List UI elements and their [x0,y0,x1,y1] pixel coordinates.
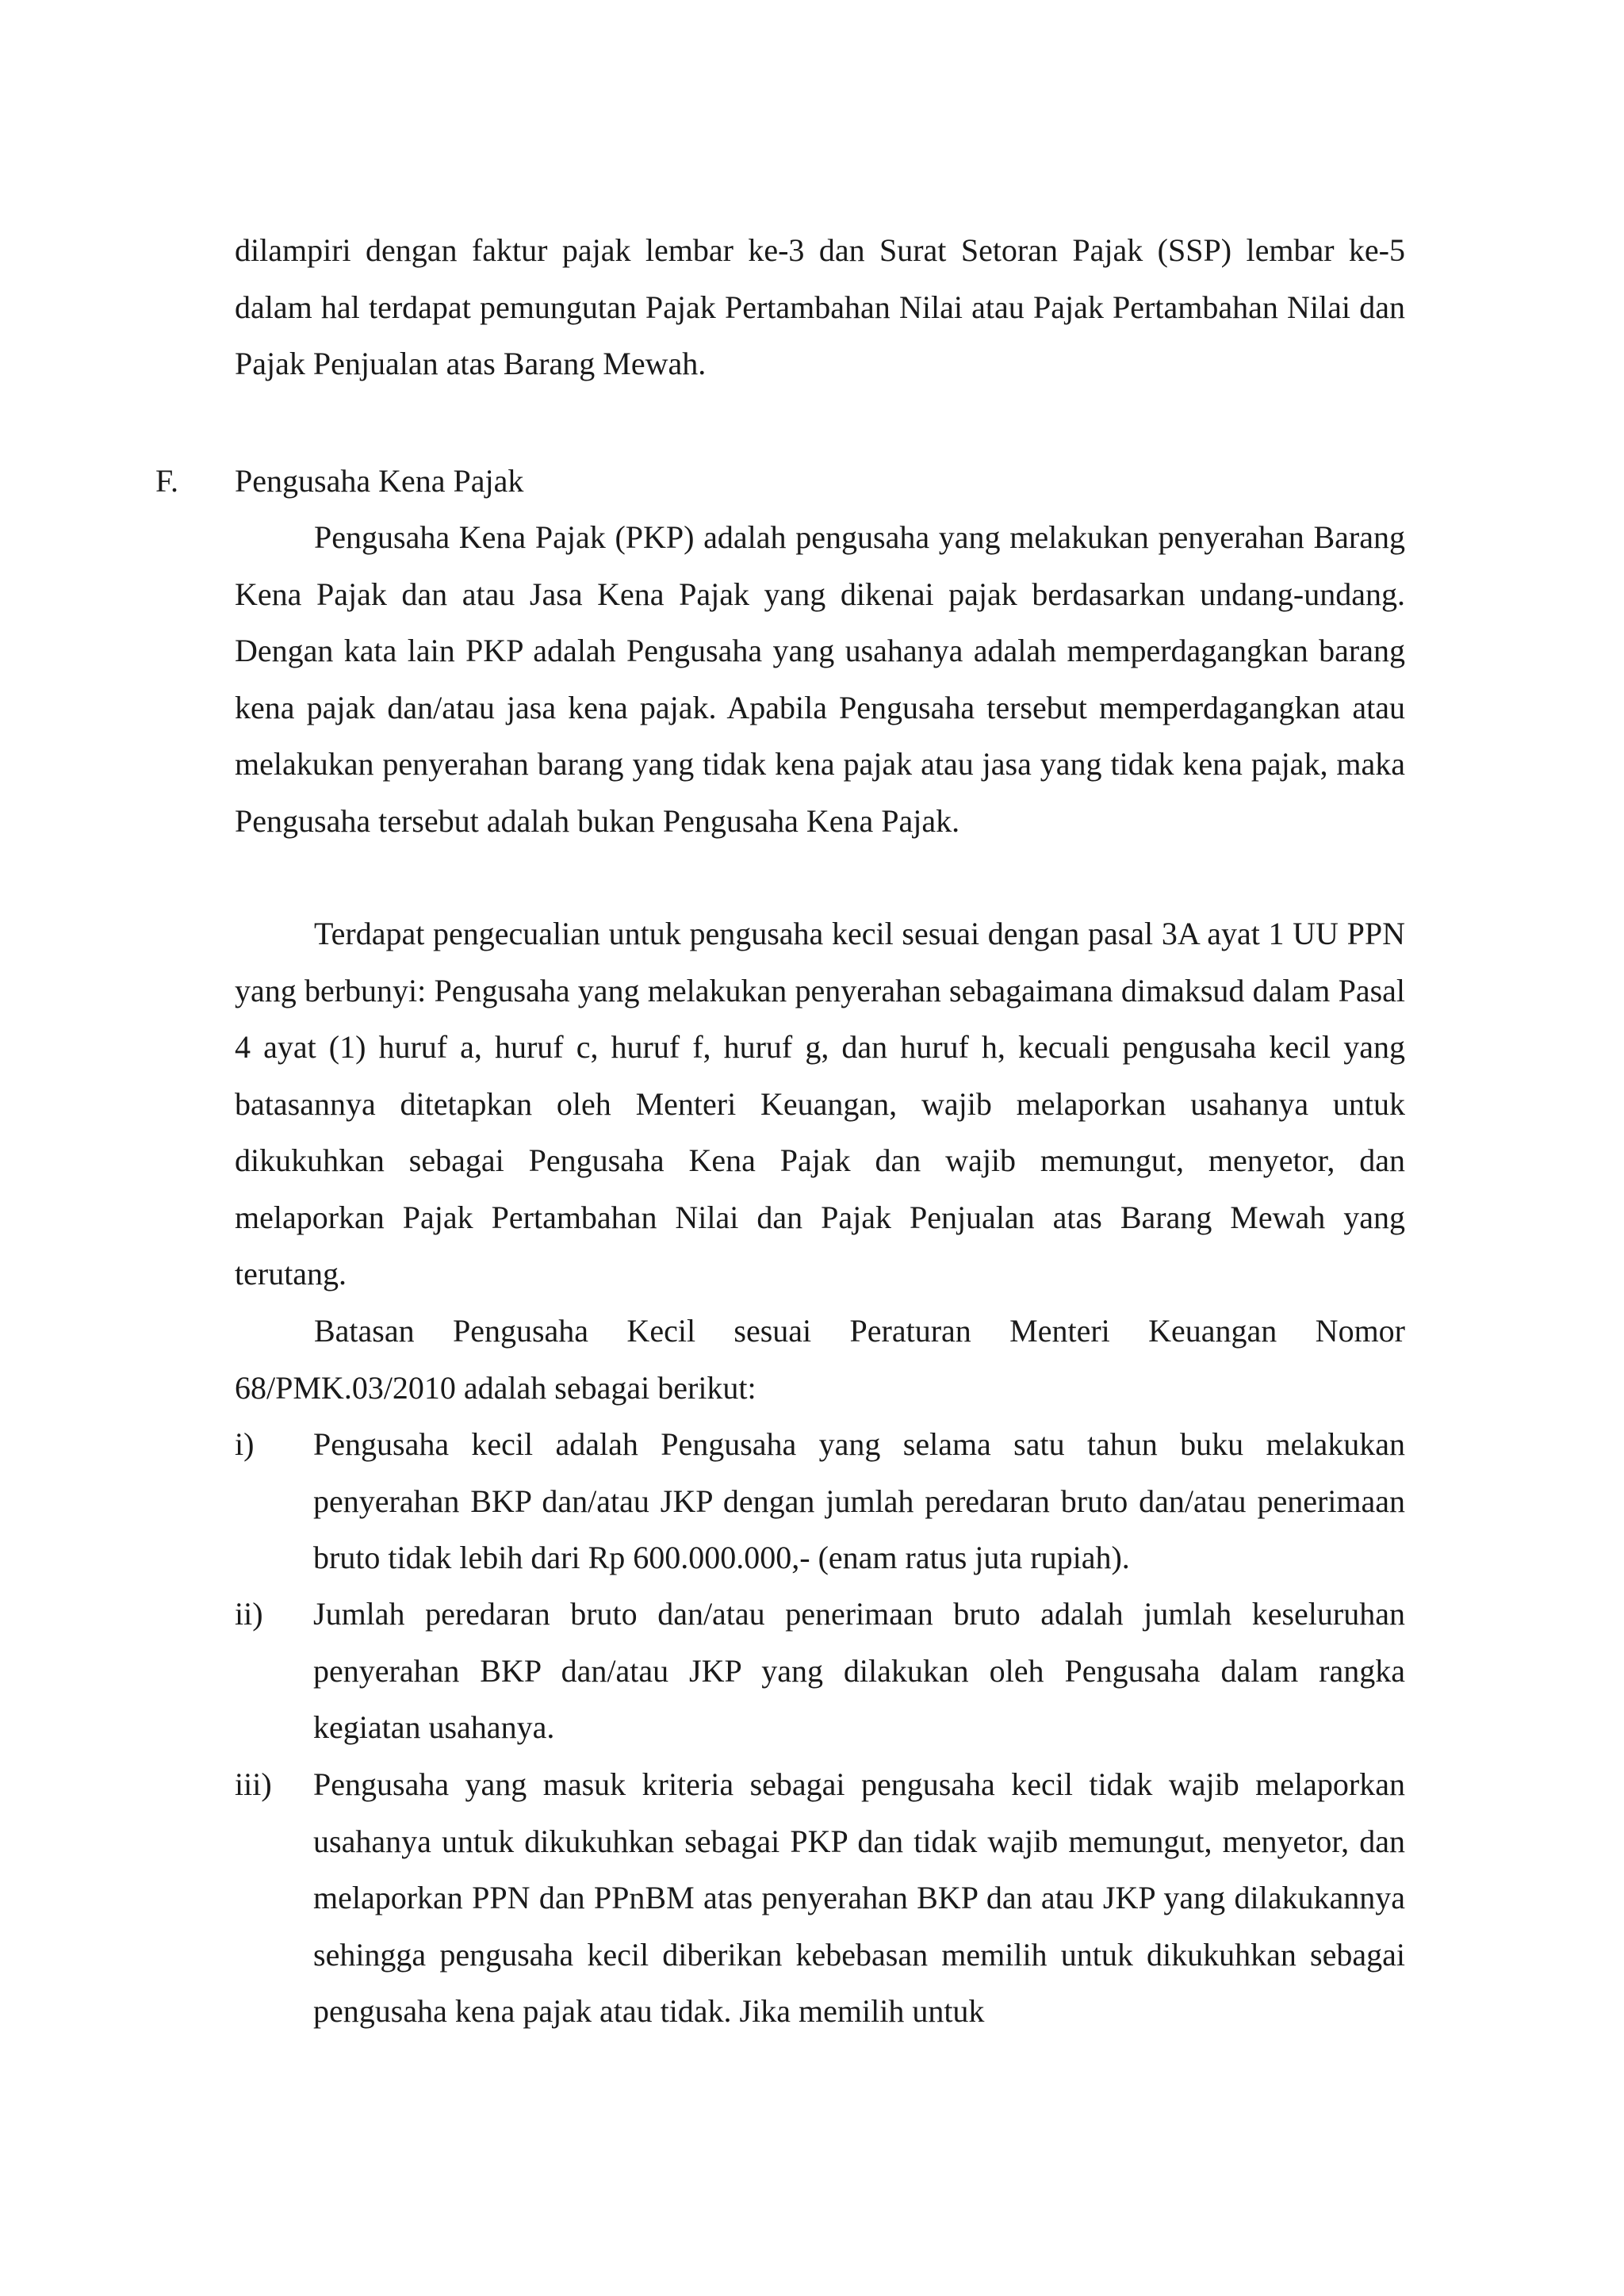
intro-paragraph: dilampiri dengan faktur pajak lembar ke-3 dan Surat Setoran Pajak (SSP) lembar ke-5 dalam hal terdapat pemungutan Pajak Pertambahan Nilai atau Pajak Pertambahan Nilai dan Pajak Penjualan atas Barang Mewah. [235,232,1405,381]
section-title: Pengusaha Kena Pajak [235,463,524,499]
section-paragraph-1: Pengusaha Kena Pajak (PKP) adalah pengusaha yang melakukan penyerahan Barang Kena Pajak dan atau Jasa Kena Pajak yang dikenai pajak berdasarkan undang-undang. Dengan kata lain PKP adalah Pengusaha yang usahanya adalah memperdagangkan barang kena pajak dan/atau jasa kena pajak. Apabila Pengusaha tersebut memperdagangkan atau melakukan penyerahan barang yang tidak kena pajak atau jasa yang tidak kena pajak, maka Pengusaha tersebut adalah bukan Pengusaha Kena Pajak. [235,519,1405,839]
list-item-text: Pengusaha kecil adalah Pengusaha yang selama satu tahun buku melakukan penyerahan BKP dan/atau JKP dengan jumlah peredaran bruto dan/atau penerimaan bruto tidak lebih dari Rp 600.000.000,- (enam ratus juta rupiah). [313,1426,1405,1575]
section-letter: F. [155,463,179,499]
section-paragraph-2: Terdapat pengecualian untuk pengusaha kecil sesuai dengan pasal 3A ayat 1 UU PPN yang berbunyi: Pengusaha yang melakukan penyerahan sebagaimana dimaksud dalam Pasal 4 ayat (1) huruf a, huruf c, huruf f, huruf g, dan huruf h, kecuali pengusaha kecil yang batasannya ditetapkan oleh Menteri Keuangan, wajib melaporkan usahanya untuk dikukuhkan sebagai Pengusaha Kena Pajak dan wajib memungut, menyetor, dan melaporkan Pajak Pertambahan Nilai dan Pajak Penjualan atas Barang Mewah yang terutang. [235,916,1405,1292]
list-item-number: i) [235,1426,255,1462]
list-item-number: ii) [235,1596,263,1632]
section-paragraph-3: Batasan Pengusaha Kecil sesuai Peraturan Menteri Keuangan Nomor 68/PMK.03/2010 adalah sebagai berikut: [235,1313,1405,1406]
list-item-text: Pengusaha yang masuk kriteria sebagai pengusaha kecil tidak wajib melaporkan usahanya untuk dikukuhkan sebagai PKP dan tidak wajib memungut, menyetor, dan melaporkan PPN dan PPnBM atas penyerahan BKP dan atau JKP yang dilakukannya sehingga pengusaha kecil diberikan kebebasan memilih untuk dikukuhkan sebagai pengusaha kena pajak atau tidak. Jika memilih untuk [313,1766,1405,2029]
list-item-text: Jumlah peredaran bruto dan/atau penerimaan bruto adalah jumlah keseluruhan penyerahan BKP dan/atau JKP yang dilakukan oleh Pengusaha dalam rangka kegiatan usahanya. [313,1596,1405,1745]
list-item-number: iii) [235,1766,272,1802]
